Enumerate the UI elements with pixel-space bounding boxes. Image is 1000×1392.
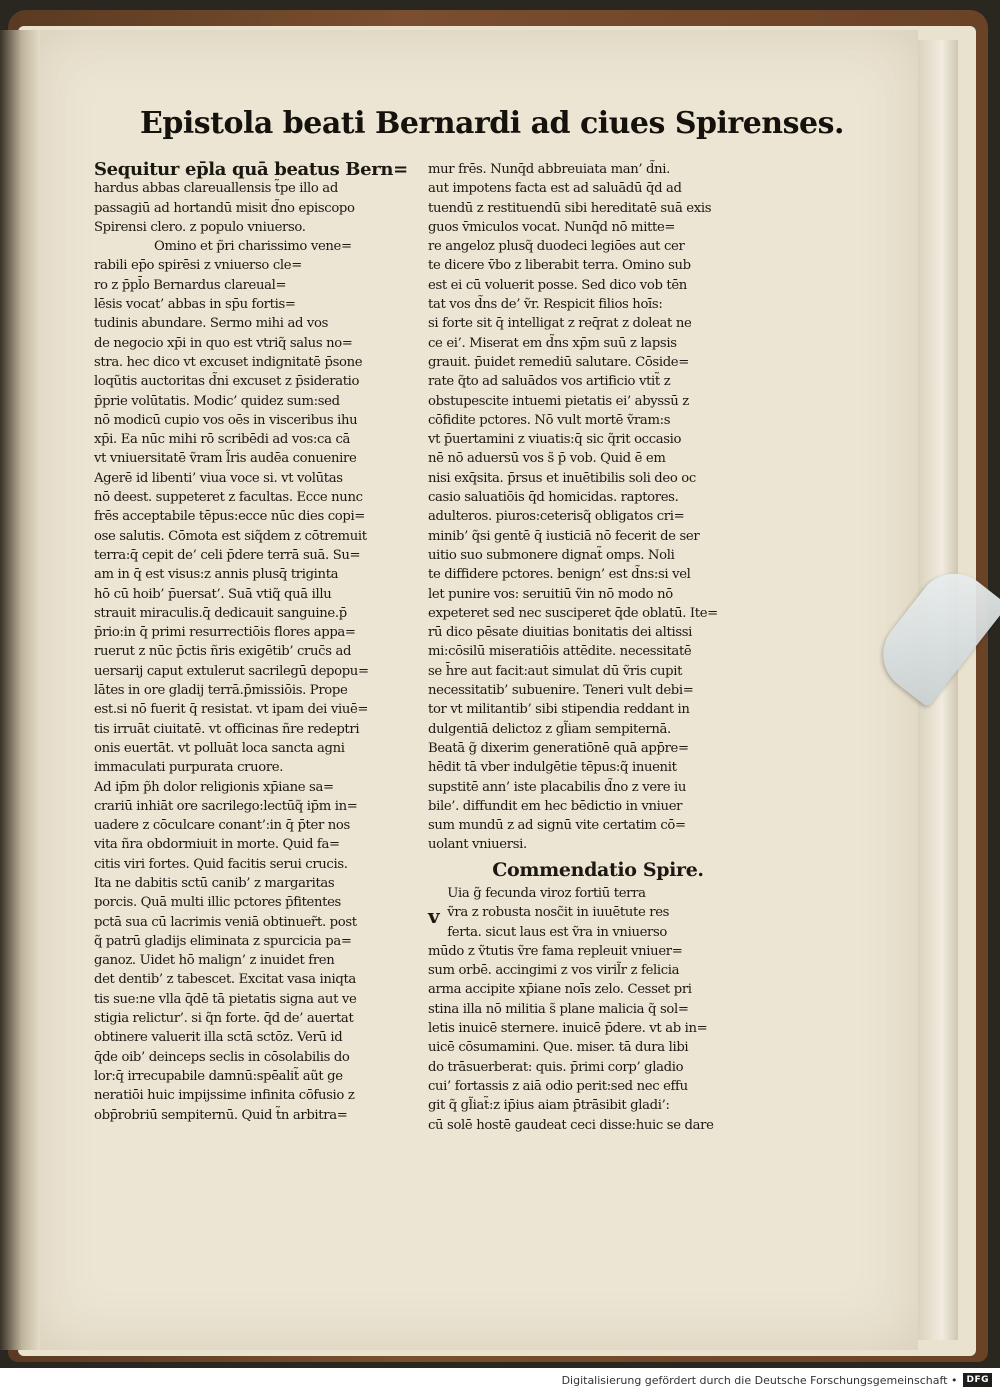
section-heading: Commendatio Spire. — [492, 858, 704, 881]
text-line: de negocio xp̄i in quo est vtriq̃ salus no= — [94, 335, 353, 351]
text-line: obstupescite intuemi pietatis ei’ abyssū z — [428, 393, 689, 409]
text-line: hēdit tā vber indulgētie tēpus:q̃ inuenit — [428, 760, 677, 776]
text-line: passagiū ad hortandū misit d̃no episcopo — [94, 200, 355, 216]
text-line: ṽra z robusta nosc̃it in iuuētute res — [447, 905, 670, 921]
text-line: ganoz. Uidet hō malign’ z inuidet fren — [94, 953, 335, 969]
text-line: uolant vniuersi. — [428, 837, 527, 853]
text-line: vt p̄uertamini z viuatis:q̄ sic q̃rit occasio — [428, 432, 682, 448]
text-line: vita ñra obdormiuit in morte. Quid fa= — [94, 837, 340, 853]
text-line: rate q̃to ad saluādos vos artificio vtit̃ z — [428, 374, 671, 390]
text-line: tuendū z restituendū sibi hereditatē suā exis — [428, 200, 712, 216]
text-line: lēsis vocat’ abbas in sp̄u fortis= — [94, 297, 296, 313]
text-line: nē nō aduersū vos s̃ p̄ vob. Quid ē em — [428, 451, 666, 467]
text-line: uadere z cōculcare conant’:in q̄ p̄ter nos — [94, 818, 350, 834]
text-line: strauit miraculis.q̄ dedicauit sanguine.p̄ — [94, 605, 347, 621]
text-line: q̄de oib’ deinceps seclis in cōsolabilis do — [94, 1049, 350, 1065]
text-line: porcis. Quā multi illic pctores p̄fitentes — [94, 895, 341, 911]
text-line: det dentib’ z tabescet. Excitat vasa iniqta — [94, 972, 356, 988]
text-line: ce ei’. Miserat em d̃ns xp̄m suū z lapsis — [428, 335, 677, 351]
text-line: mi:cōsilū miseratiōis attēdite. necessitatē — [428, 644, 692, 660]
text-line: tudinis abundare. Sermo mihi ad vos — [94, 316, 329, 332]
text-line: obp̄robriū sempiternū. Quid t̃n arbitra= — [94, 1107, 348, 1123]
gutter-fold — [0, 30, 40, 1350]
text-line: te dicere v̄bo z liberabit terra. Omino sub — [428, 258, 691, 274]
text-line: si forte sit q̄ intelligat z req̄rat z doleat ne — [428, 316, 692, 332]
text-line: vt vniuersitatē ṽram l̃ris audēa conuenire — [94, 451, 357, 467]
text-line: est.si nō fuerit q̄ resistat. vt ipam dei viuē= — [94, 702, 369, 718]
text-line: p̄rio:in q̄ primi resurrectiōis flores appa= — [94, 625, 356, 641]
text-line: letis inuicē sternere. inuicē p̄dere. vt ab in= — [428, 1021, 708, 1037]
text-line: pctā sua cū lacrimis veniā obtinuer̃t. post — [94, 914, 357, 930]
text-line: Spirensi clero. z populo vniuerso. — [94, 219, 306, 235]
text-line: uicē cōsumamini. Que. miser. tā dura libi — [428, 1040, 689, 1056]
text-line: ro z p̄pl̄o Bernardus clareual= — [94, 277, 287, 293]
text-line: terra:q̄ cepit de’ celi p̄dere terrā suā. Su= — [94, 547, 361, 563]
text-line: q̃ patrū gladijs eliminata z spurcicia pa= — [94, 933, 352, 949]
right-column-part-2 — [428, 884, 768, 1135]
text-line: se h̄re aut facit:aut simulat dū ṽris cupit — [428, 663, 683, 679]
dfg-logo: DFG — [963, 1373, 992, 1387]
text-line: ferta. sicut laus est ṽra in vniuerso — [447, 924, 667, 940]
text-line: Beatā g̃ dixerim generatiōnē quā app̄re= — [428, 740, 689, 756]
text-line: neratiōi huic impijssime infinita cōfusio z — [94, 1088, 355, 1104]
text-line: do trāsuerberat: quis. p̄rimi corp’ gladio — [428, 1059, 684, 1075]
text-line: am in q̄ est visus:z annis plusq̄ triginta — [94, 567, 339, 583]
text-line: grauit. p̄uidet remediū salutare. Cōside= — [428, 354, 689, 370]
text-line: Uia g̃ fecunda viroz fortiū terra — [447, 885, 646, 901]
text-line: ose salutis. Cōmota est siq̃dem z cōtremuit — [94, 528, 367, 544]
text-line: sum mundū z ad signū vite certatim cō= — [428, 818, 686, 834]
text-line: xp̄i. Ea nūc mihi rō scribēdi ad vos:ca cā — [94, 432, 350, 448]
text-line: aut impotens facta est ad saluādū q̄d ad — [428, 181, 682, 197]
text-line: Ad ip̄m p̃h dolor religionis xp̄iane sa= — [94, 779, 334, 795]
page-title: Epistola beati Bernardi ad ciues Spirenses. — [140, 106, 844, 141]
right-column — [428, 160, 768, 1135]
text-line: est ei cū voluerit posse. Sed dico vob tēn — [428, 277, 687, 293]
text-line: lor:q̄ irrecupabile damnū:spēalit̃ aũt ge — [94, 1068, 343, 1084]
text-line: onis euertāt. vt polluāt loca sancta agni — [94, 740, 345, 756]
text-line: cui’ fortassis z aiā odio perit:sed nec effu — [428, 1078, 688, 1094]
text-line: tat vos d̃ns de’ ṽr. Respicit filios hoīs: — [428, 297, 663, 313]
footer-credit: Digitalisierung gefördert durch die Deutsche Forschungsgemeinschaft • — [561, 1373, 958, 1387]
text-line: let punire vos: seruitiū ṽin nō modo nō — [428, 586, 673, 602]
text-line: necessitatib’ subuenire. Teneri vult debi= — [428, 683, 694, 699]
text-line: citis viri fortes. Quid facitis serui crucis. — [94, 856, 348, 872]
text-line: hardus abbas clareuallensis t̃pe illo ad — [94, 181, 338, 197]
text-line: minib’ q̃si gentē q̄ iusticiā nō fecerit de ser — [428, 528, 700, 544]
text-line: uersarij caput extulerut sacrilegū depopu= — [94, 663, 369, 679]
text-line: ruerut z nūc p̄ctis ñris exigētib’ cruc̄s ad — [94, 644, 352, 660]
right-column-part-1 — [428, 160, 768, 855]
text-line: Sequitur ep̄la quā beatus Bern= — [94, 160, 408, 180]
text-line: sum orbē. accingimi z vos viril̃r z felicia — [428, 963, 680, 979]
text-line: hō cū hoib’ p̄uersat’. Suā vtiq̃ quā illu — [94, 586, 332, 602]
text-line: rabili ep̄o spirēsi z vniuerso cle= — [94, 258, 302, 274]
text-line: tis sue:ne vlla q̄dē tā pietatis signa aut ve — [94, 991, 357, 1007]
text-line: Omino et p̃ri charissimo vene= — [154, 239, 352, 255]
text-line: cōfidite pctores. Nō vult mortē ṽram:s — [428, 412, 671, 428]
text-line: adulteros. piuros:ceterisq̃ obligatos cri= — [428, 509, 685, 525]
text-line: expeteret sed nec susciperet q̄de oblatū. Ite= — [428, 605, 718, 621]
text-line: crariū inhiāt ore sacrilego:lectūq̃ ip̄m in= — [94, 798, 358, 814]
text-line: nō deest. suppeteret z facultas. Ecce nunc — [94, 490, 363, 506]
text-line: nō modicū cupio vos oēs in visceribus ihu — [94, 412, 358, 428]
text-line: stina illa nō militia s̃ plane malicia q̃ sol= — [428, 1001, 689, 1017]
text-line: uitio suo submonere dignat̃ omps. Noli — [428, 547, 675, 563]
text-line: mur frēs. Nunq̄d abbreuiata man’ d̃ni. — [428, 162, 671, 177]
text-line: loqũtis auctoritas d̃ni excuset z p̄sideratio — [94, 374, 360, 390]
text-line: bile’. diffundit em hec bēdictio in vniuer — [428, 798, 683, 814]
text-line: stigia relictur’. si q̃n forte. q̄d de’ auertat — [94, 1011, 354, 1027]
text-line: immaculati purpurata cruore. — [94, 760, 284, 776]
text-line: dulgentiā delictoz z gl̃iam sempiternā. — [428, 721, 671, 737]
left-column — [94, 160, 434, 1125]
footer — [0, 1368, 1000, 1392]
text-line: Agerē id libenti’ viua voce si. vt volūtas — [94, 470, 343, 486]
text-line: tis irruāt ciuitatē. vt officinas ñre redeptri — [94, 721, 360, 737]
text-line: rū dico pēsate diuitias bonitatis dei altissi — [428, 625, 693, 641]
text-line: arma accipite xp̄iane noīs zelo. Cesset pri — [428, 982, 692, 998]
text-line: casio saluatiōis q̄d homicidas. raptores. — [428, 490, 679, 506]
text-line: p̄prie volūtatis. Modic’ quidez sum:sed — [94, 393, 340, 409]
text-line: stra. hec dico vt excuset indignitatē p̄sone — [94, 354, 363, 370]
text-line: obtinere valuerit illa sctā sctōz. Verū id — [94, 1030, 343, 1046]
text-line: guos v̄miculos vocat. Nunq̄d nō mitte= — [428, 219, 676, 235]
text-line: git q̃ gl̃iat̃:z ip̄ius aiam p̄trāsibit gladi’: — [428, 1098, 670, 1114]
text-line: cū solē hostē gaudeat ceci disse:huic se dare — [428, 1117, 714, 1133]
text-line: Ita ne dabitis sctū canib’ z margaritas — [94, 875, 335, 891]
text-line: nisi exq̄sita. p̄rsus et inuētibilis soli deo oc — [428, 470, 696, 486]
text-line: tor vt militantib’ sibi stipendia reddant in — [428, 702, 690, 718]
drop-letter: v — [428, 903, 440, 928]
text-line: frēs acceptabile tēpus:ecce nūc dies copi= — [94, 509, 366, 525]
text-line: re angeloz plusq̃ duodeci legiōes aut cer — [428, 239, 685, 255]
text-line: te diffidere pctores. benign’ est d̃ns:si vel — [428, 567, 691, 583]
text-line: lātes in ore gladij terrā.p̄missiōis. Prope — [94, 683, 348, 699]
text-line: mūdo z ṽtutis ṽre fama repleuit vniuer= — [428, 943, 683, 959]
text-line: supstitē ann’ iste placabilis d̃no z vere iu — [428, 779, 687, 795]
